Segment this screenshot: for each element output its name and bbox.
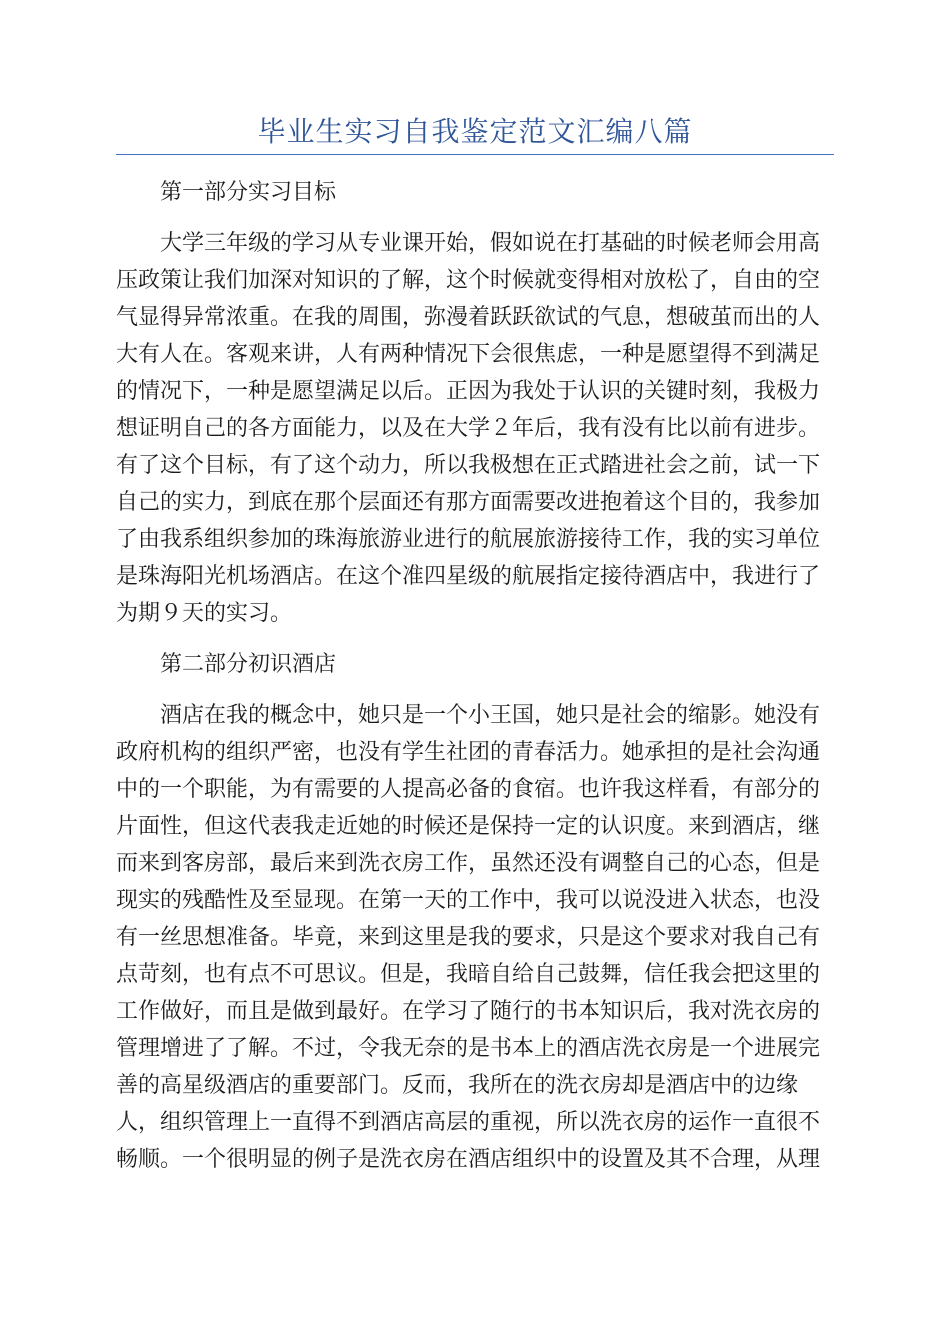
text-line: 大学三年级的学习从专业课开始，假如说在打基础的时候老师会用高 [160, 231, 821, 256]
text-line: 片面性，但这代表我走近她的时候还是保持一定的认识度。来到酒店，继 [116, 814, 821, 839]
text-line: 自己的实力，到底在那个层面还有那方面需要改进抱着这个目的，我参加 [116, 490, 821, 515]
text-line: 善的高星级酒店的重要部门。反而，我所在的洗衣房却是酒店中的边缘 [116, 1073, 799, 1098]
text-line: 了由我系组织参加的珠海旅游业进行的航展旅游接待工作，我的实习单位 [116, 527, 821, 552]
text-line: 而来到客房部，最后来到洗衣房工作，虽然还没有调整自己的心态，但是 [116, 851, 821, 876]
document-title: 毕业生实习自我鉴定范文汇编八篇 [257, 115, 693, 148]
text-line: 点苛刻，也有点不可思议。但是，我暗自给自己鼓舞，信任我会把这里的 [116, 962, 821, 987]
text-line: 酒店在我的概念中，她只是一个小王国，她只是社会的缩影。她没有 [160, 703, 821, 728]
text-line: 压政策让我们加深对知识的了解，这个时候就变得相对放松了，自由的空 [116, 268, 821, 293]
text-line: 有了这个目标，有了这个动力，所以我极想在正式踏进社会之前，试一下 [116, 453, 821, 478]
paragraph [116, 697, 834, 1178]
text-line: 畅顺。一个很明显的例子是洗衣房在酒店组织中的设置及其不合理，从理 [116, 1147, 821, 1172]
text-line: 现实的残酷性及至显现。在第一天的工作中，我可以说没进入状态，也没 [116, 888, 821, 913]
section-heading: 第二部分初识酒店 [160, 652, 337, 677]
section-heading: 第一部分实习目标 [160, 180, 337, 205]
text-line: 想证明自己的各方面能力，以及在大学２年后，我有没有比以前有进步。 [116, 416, 821, 441]
text-line: 有一丝思想准备。毕竟，来到这里是我的要求，只是这个要求对我自己有 [116, 925, 821, 950]
text-line: 管理增进了了解。不过，令我无奈的是书本上的酒店洗衣房是一个进展完 [116, 1036, 821, 1061]
text-line: 工作做好，而且是做到最好。在学习了随行的书本知识后，我对洗衣房的 [116, 999, 821, 1024]
text-line: 政府机构的组织严密，也没有学生社团的青春活力。她承担的是社会沟通 [116, 740, 821, 765]
text-line: 为期９天的实习。 [116, 601, 293, 626]
text-line: 人，组织管理上一直得不到酒店高层的重视，所以洗衣房的运作一直很不 [116, 1110, 821, 1135]
text-line: 的情况下，一种是愿望满足以后。正因为我处于认识的关键时刻，我极力 [116, 379, 821, 404]
paragraph [116, 225, 834, 632]
document-body [116, 174, 834, 1192]
text-line: 气显得异常浓重。在我的周围，弥漫着跃跃欲试的气息，想破茧而出的人 [116, 305, 821, 330]
text-line: 是珠海阳光机场酒店。在这个准四星级的航展指定接待酒店中，我进行了 [116, 564, 821, 589]
title-underline [116, 154, 834, 155]
text-line: 大有人在。客观来讲，人有两种情况下会很焦虑，一种是愿望得不到满足 [116, 342, 821, 367]
text-line: 中的一个职能，为有需要的人提高必备的食宿。也许我这样看，有部分的 [116, 777, 821, 802]
